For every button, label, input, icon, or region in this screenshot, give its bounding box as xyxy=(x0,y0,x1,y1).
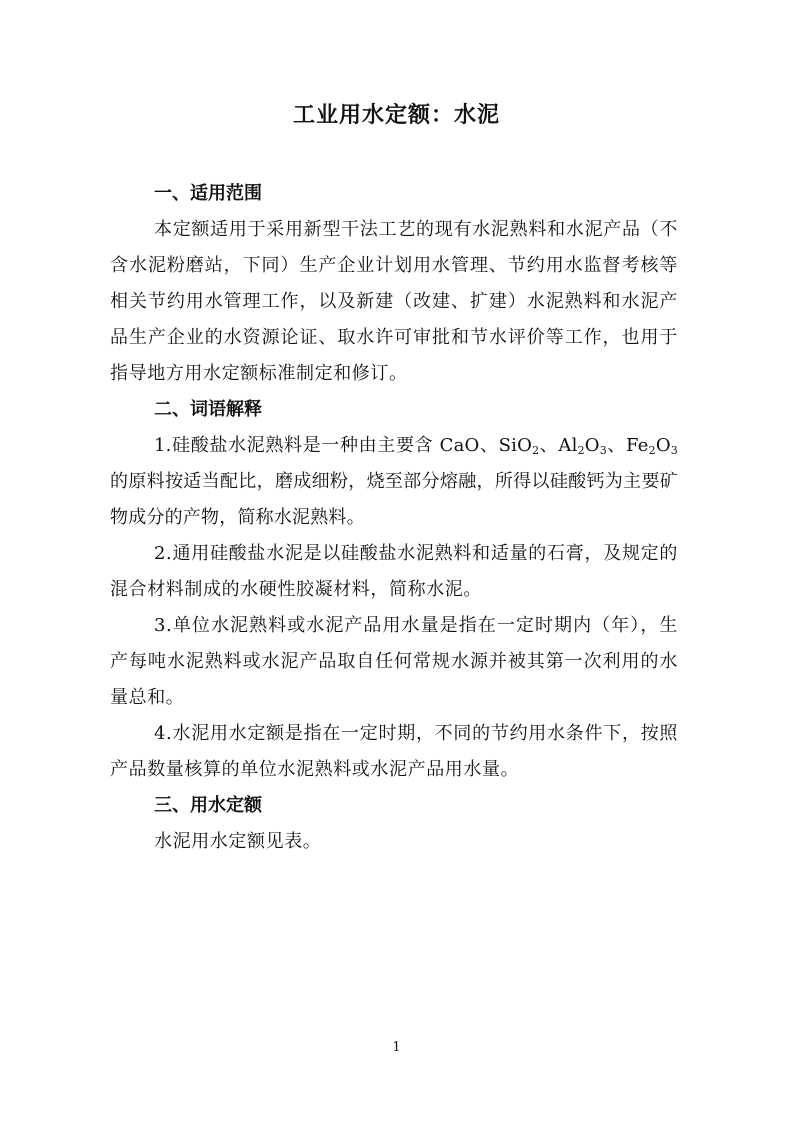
definition-1-lead: 1.硅酸盐水泥熟料是一种由主要含 CaO、SiO xyxy=(154,435,533,456)
definition-item-2: 2.通用硅酸盐水泥是以硅酸盐水泥熟料和适量的石膏，及规定的混合材料制成的水硬性胶凝材料，简称水泥。 xyxy=(110,543,678,600)
section-heading-quota: 三、用水定额 xyxy=(154,795,262,816)
page-number: 1 xyxy=(392,1040,401,1055)
document-title: 工业用水定额：水泥 xyxy=(292,103,500,128)
subscript: 2 xyxy=(577,444,585,457)
definition-1-mid: 、Fe xyxy=(606,435,649,456)
definition-1-mid: O xyxy=(584,435,600,456)
section-heading-definitions: 二、词语解释 xyxy=(154,399,262,420)
definition-1-mid: 、Al xyxy=(539,435,578,456)
subscript: 3 xyxy=(599,444,607,457)
section-heading-scope: 一、适用范围 xyxy=(154,183,262,204)
quota-paragraph: 水泥用水定额见表。 xyxy=(154,831,322,852)
document-body xyxy=(110,176,678,860)
definition-item-1 xyxy=(110,428,678,536)
definition-item-4: 4.水泥用水定额是指在一定时期，不同的节约用水条件下，按照产品数量核算的单位水泥熟料或水泥产品用水量。 xyxy=(110,723,678,780)
definition-1-mid: O xyxy=(655,435,671,456)
subscript: 3 xyxy=(670,444,678,457)
subscript: 2 xyxy=(648,444,656,457)
definition-item-3: 3.单位水泥熟料或水泥产品用水量是指在一定时期内（年），生产每吨水泥熟料或水泥产品取自任何常规水源并被其第一次利用的水量总和。 xyxy=(110,615,678,708)
scope-paragraph: 本定额适用于采用新型干法工艺的现有水泥熟料和水泥产品（不含水泥粉磨站，下同）生产企业计划用水管理、节约用水监督考核等相关节约用水管理工作，以及新建（改建、扩建）水泥熟料和水泥产品生产企业的水资源论证、取水许可审批和节水评价等工作，也用于指导地方用水定额标准制定和修订。 xyxy=(110,219,678,384)
definition-1-tail: 的原料按适当配比，磨成细粉，烧至部分熔融，所得以硅酸钙为主要矿物成分的产物，简称水泥熟料。 xyxy=(110,471,678,528)
subscript: 2 xyxy=(532,444,540,457)
